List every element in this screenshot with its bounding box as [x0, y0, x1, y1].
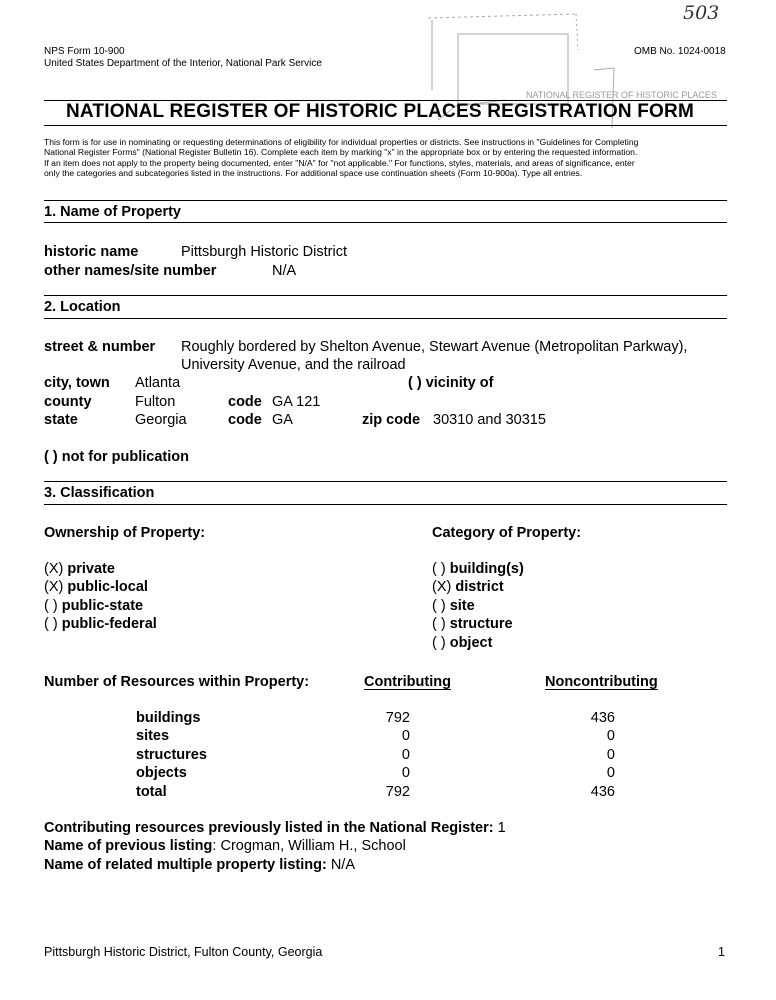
handwritten-page-number: 503	[683, 2, 720, 24]
previously-listed-value: 1	[497, 820, 506, 836]
zip-value: 30310 and 30315	[433, 412, 546, 428]
category-mark: ( )	[432, 616, 446, 632]
resource-contributing: 792	[385, 784, 410, 800]
instructions-line: National Register Forms" (National Register Bulletin 16). Complete each item by marking "x" in the appropriate box or by entering the requested information.	[44, 147, 638, 158]
state-value: Georgia	[135, 412, 187, 428]
resource-row-label: buildings	[136, 710, 201, 726]
resource-contributing: 0	[401, 728, 410, 744]
category-heading: Category of Property:	[432, 525, 582, 541]
county-value: Fulton	[135, 394, 176, 410]
form-title: NATIONAL REGISTER OF HISTORIC PLACES REGISTRATION FORM	[66, 101, 694, 122]
section-3-heading: 3. Classification	[44, 485, 155, 501]
related-mpl-value: N/A	[330, 857, 355, 873]
resource-contributing: 0	[401, 747, 410, 763]
resource-contributing: 792	[385, 710, 410, 726]
category-label: object	[449, 635, 493, 651]
county-label: county	[44, 394, 92, 410]
resource-noncontributing: 0	[606, 765, 615, 781]
county-code-label: code	[228, 394, 262, 410]
resource-noncontributing: 0	[606, 728, 615, 744]
city-value: Atlanta	[135, 375, 181, 391]
related-mpl-row	[44, 856, 355, 874]
omb-number: OMB No. 1024-0018	[634, 46, 726, 57]
category-item	[432, 634, 492, 652]
other-names-value: N/A	[272, 263, 297, 279]
historic-name-label: historic name	[44, 244, 139, 260]
category-label: building(s)	[449, 561, 524, 577]
category-mark: ( )	[432, 561, 446, 577]
ownership-label: public-state	[61, 598, 144, 614]
ownership-label: public-federal	[61, 616, 157, 632]
city-label: city, town	[44, 375, 110, 391]
footer-text: Pittsburgh Historic District, Fulton County, Georgia	[44, 945, 323, 959]
ownership-item	[44, 578, 148, 596]
instructions-line: If an item does not apply to the property being documented, enter "N/A" for "not applicable." For functions, styles, materials, and areas of significance, enter	[44, 157, 635, 168]
category-item	[432, 615, 513, 633]
resource-contributing: 0	[401, 765, 410, 781]
county-code-value: GA 121	[272, 394, 321, 410]
instructions-line: only the categories and subcategories listed in the instructions. For additional space use continuation sheets (Form 10-900a). Type all entries.	[44, 168, 583, 179]
footer-page-number: 1	[718, 945, 725, 959]
ownership-mark: (X)	[44, 579, 64, 595]
resource-row-label: structures	[136, 747, 207, 763]
previous-listing-label: Name of previous listing	[44, 838, 213, 854]
related-mpl-label: Name of related multiple property listing:	[44, 857, 327, 873]
street-label: street & number	[44, 339, 156, 355]
previous-listing-row: Name of previous listing: Crogman, William H., School	[44, 838, 406, 854]
street-line-2: University Avenue, and the railroad	[181, 357, 406, 373]
vicinity-checkbox: ( ) vicinity of	[408, 375, 494, 391]
resource-noncontributing: 436	[590, 784, 615, 800]
category-item	[432, 578, 504, 596]
state-label: state	[44, 412, 78, 428]
category-mark: (X)	[432, 579, 452, 595]
ownership-label: public-local	[67, 579, 148, 595]
zip-label: zip code	[362, 412, 421, 428]
resource-row-label: objects	[136, 765, 187, 781]
agency-name: United States Department of the Interior, National Park Service	[44, 58, 322, 69]
stamp-text: NATIONAL REGISTER OF HISTORIC PLACES	[526, 90, 717, 100]
state-code-label: code	[228, 412, 262, 428]
category-label: structure	[449, 616, 513, 632]
street-line-1: Roughly bordered by Shelton Avenue, Stewart Avenue (Metropolitan Parkway),	[181, 339, 688, 355]
state-code-value: GA	[272, 412, 293, 428]
not-for-publication-checkbox: ( ) not for publication	[44, 449, 189, 465]
instructions-paragraph	[44, 137, 734, 179]
category-label: district	[455, 579, 504, 595]
noncontributing-column-header: Noncontributing	[545, 674, 658, 690]
category-item	[432, 597, 475, 615]
ownership-item	[44, 560, 115, 578]
previously-listed-label: Contributing resources previously listed in the National Register:	[44, 820, 494, 836]
previously-listed-row	[44, 819, 506, 837]
instructions-line: This form is for use in nominating or requesting determinations of eligibility for individual properties or districts. See instructions in "Guidelines for Completing	[44, 137, 639, 147]
ownership-item	[44, 597, 143, 615]
contributing-column-header: Contributing	[364, 674, 451, 690]
ownership-mark: ( )	[44, 598, 58, 614]
resource-row-label: total	[136, 784, 167, 800]
ownership-mark: ( )	[44, 616, 58, 632]
ownership-mark: (X)	[44, 561, 64, 577]
category-label: site	[449, 598, 475, 614]
ownership-item	[44, 615, 157, 633]
resource-noncontributing: 0	[606, 747, 615, 763]
section-2-heading: 2. Location	[44, 299, 121, 315]
resource-noncontributing: 436	[590, 710, 615, 726]
resources-heading: Number of Resources within Property:	[44, 674, 310, 690]
category-mark: ( )	[432, 598, 446, 614]
other-names-label: other names/site number	[44, 263, 217, 279]
ownership-label: private	[67, 561, 115, 577]
previous-listing-value: Crogman, William H., School	[220, 838, 406, 854]
category-mark: ( )	[432, 635, 446, 651]
resource-row-label: sites	[136, 728, 170, 744]
form-number: NPS Form 10-900	[44, 46, 125, 57]
historic-name-value: Pittsburgh Historic District	[181, 244, 347, 260]
section-1-heading: 1. Name of Property	[44, 204, 181, 220]
ownership-heading: Ownership of Property:	[44, 525, 206, 541]
category-item	[432, 560, 524, 578]
